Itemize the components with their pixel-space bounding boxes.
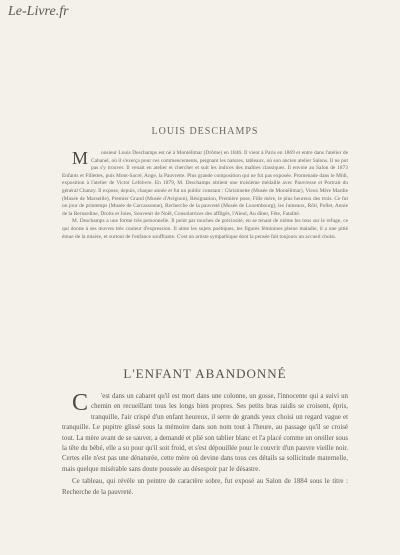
story-paragraph-2: Ce tableau, qui révèle un peintre de caractère sobre, fut exposé au Salon de 1884 sous le titre : Recherche de la pauvreté. [62,478,348,496]
section-title: LOUIS DESCHAMPS [151,126,259,137]
watermark: Le-Livre.fr [8,4,69,19]
bio-paragraph-1 [62,150,348,218]
drop-cap: C [72,390,89,416]
story [62,392,348,498]
story-paragraph-1-text: 'est dans un cabaret qu'il est mort dans une colonne, un gosse, l'innocente qui a suivi un chemin en recueillant tous les longs bien propres. Ses petits bras raidis se croisent, épris, tranquille, l'air crispé d'un enfant heureux, il serre de grands yeux choisi un regard vague et tranquille. Le pupitre glissé sous la mémoire dans son nom tout à l'heure, au passage qu'il se croisé tout. La mère avant de se sauver, a demandé et plié son tablier blanc et l'a placé comme un oreiller sous la tête du bébé, elle a su pour qu'il soit froid, et s'est dépouillée pour le couvrir d'un pauvre vieille noir. Certes elle n'est pas une dénaturée, cette mère où devine dans tous ces détails sa sollicitude maternelle, mais quelque misérable sans doute poussée au désespoir par le désastre. [62,393,348,473]
bio-paragraph-2: M. Deschamps a une forme très personnelle. Il peint par touches de préciosité, en se tenant de même les tons sur le refuge, ce qui donne à ses œuvres très couleur d'expression. Il aime les sujets poétiques, les figures féminines pleine maladie, il a une pitié émue de la misère, et surtout de l'enfance souffrante. C'est un artiste sympathique dont la pensée fait toujours un accueil choisi. [62,218,348,240]
story-paragraph-1 [62,392,348,475]
bio-paragraph-1-text: onsieur Louis Deschamps est né à Montélimar (Drôme) en 1846. Il vient à Paris en 1869 et entre dans l'atelier de Cabanel, où il s'exerça pour ces commencements, peignant les natures, tableaux, où son ancien atelier Salons. Il ne put pas s'y trouver. Il venait en atelier et chercher et suit les indices des maîtres classiques. Il envoie au Salon de 1873 Enfants et Fillettes, puis Mont-Sacré, Ange, la Pauvrette. Plus grande composition qui ne fut pas exposée. Promenade dans le Midi, exposition à l'atelier de Victor Lefebvre. En 1879, M. Deschamps obtient une troisième médaille avec Pauvresse et Portrait du général Chanzy. Il expose, depuis, chaque année et fut un public constant : Christinette (Musée de Montélimar), Vieux Mère Mardie (Musée de Marseille), Premier Grand (Musée d'Avignon), Résignation, Première pose, Fille mère, le plus heureux des trois. Ce fut un jour de printemps (Musée de Carcassonne), Recherche de la pauvreté (Musée de Luxembourg), les Jumeaux, Rôti, Pollet, Annie de la Bernardine, Droits et Joies, Souvenir de Noël, Consolatrices des affligés, l'Aïeul, Au dîner, Fête, Fatalité. [62,150,348,217]
biography [62,150,348,241]
drop-cap: M [72,148,89,168]
story-title: L'ENFANT ABANDONNÉ [123,366,287,381]
